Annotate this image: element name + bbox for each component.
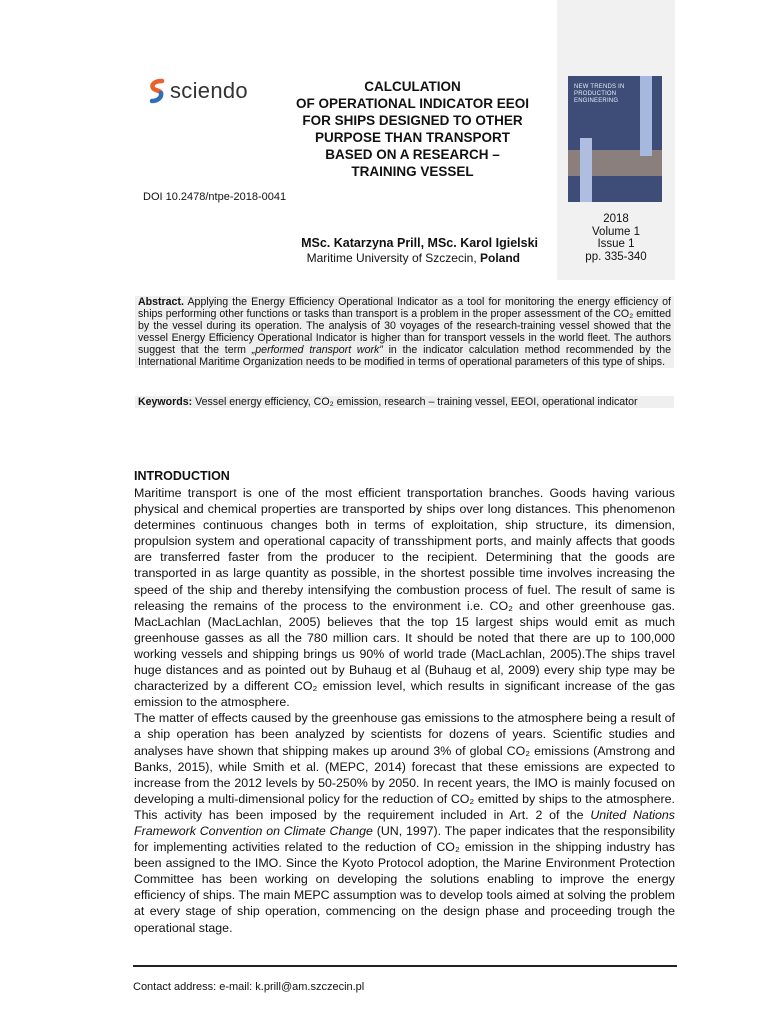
authors: MSc. Katarzyna Prill, MSc. Karol Igielski bbox=[301, 236, 538, 250]
abstract-label: Abstract. bbox=[138, 296, 184, 308]
affiliation-name: Maritime University of Szczecin, bbox=[306, 251, 480, 265]
footnote-divider bbox=[133, 965, 677, 967]
journal-pages: pp. 335-340 bbox=[585, 250, 647, 263]
abstract-text: Applying the Energy Efficiency Operational Indicator as a tool for monitoring the energy efficiency of ships performing other functions or tasks than transport is a problem in the proper assessment of the CO₂ emitted by the vessel during its operation. The analysis of 30 voyages of the research-training vessel showed that the vessel Energy Efficiency Operational Indicator is higher than for transport vessels in the world fleet. The authors suggest that the term bbox=[138, 296, 671, 356]
paragraph-italic: United Nations Framework Convention on Climate Change bbox=[134, 807, 675, 838]
abstract-text: in the indicator calculation method recommended by the International Maritime Organization needs to be modified in terms of operational parameters of this type of ships. bbox=[138, 344, 671, 368]
journal-meta bbox=[558, 213, 674, 263]
journal-cover bbox=[568, 76, 662, 202]
paragraph bbox=[134, 710, 675, 935]
paragraph-text: (UN, 1997). The paper indicates that the responsibility for implementing activities related to the reduction of CO₂ emission in the shipping industry has been assigned to the IMO. Since the Kyoto Protocol adoption, the Marine Environment Protection Committee has been working on developing the solutions enabling to improve the energy efficiency of ships. The main MEPC assumption was to develop tools aimed at solving the problem at every stage of ship operation, commencing on the design phase and proceeding trough the operational stage. bbox=[134, 823, 676, 935]
affiliation-country: Poland bbox=[479, 251, 520, 265]
sciendo-logo-icon bbox=[148, 78, 166, 104]
paper-title: CALCULATION OF OPERATIONAL INDICATOR EEOI FOR SHIPS DESIGNED TO OTHER PURPOSE THAN TRANSPORT BASED ON A RESEARCH – TRAINING VESSEL bbox=[295, 79, 529, 179]
abstract bbox=[135, 296, 674, 368]
cover-bar bbox=[640, 76, 652, 156]
abstract-term: „performed transport work” bbox=[251, 344, 383, 356]
section-heading: INTRODUCTION bbox=[134, 469, 230, 483]
journal-issue: Issue 1 bbox=[597, 238, 635, 250]
journal-volume: Volume 1 bbox=[592, 225, 640, 238]
affiliation bbox=[258, 251, 520, 265]
doi: DOI 10.2478/ntpe-2018-0041 bbox=[143, 191, 287, 203]
keywords-label: Keywords: bbox=[138, 396, 193, 408]
journal-year: 2018 bbox=[603, 213, 629, 225]
paragraph-text: The matter of effects caused by the greenhouse gas emissions to the atmosphere being a result of a ship operation has been analyzed by scientists for dozens of years. Scientific studies and analyses have shown that shipping makes up around 3% of global CO₂ emissions (Amstrong and Banks, 2015), while Smith et al. (MEPC, 2014) forecast that these emissions are expected to increase from the 2012 levels by 50-250% by 2050. In recent years, the IMO is mainly focused on developing a multi-dimensional policy for the reduction of CO₂ emitted by ships to the atmosphere. This activity has been imposed by the requirement included in Art. 2 of the bbox=[134, 711, 675, 822]
contact-address: Contact address: e-mail: k.prill@am.szczecin.pl bbox=[133, 981, 365, 993]
keywords bbox=[135, 396, 674, 408]
publisher-logo bbox=[148, 77, 248, 105]
paragraph: Maritime transport is one of the most efficient transportation branches. Goods having various physical and chemical properties are transported by ships over long distances. This phenomenon determines continuous changes both in terms of exploitation, ship structure, its dimension, propulsion system and operational capacity of transshipment ports, and mainly affects that goods are transferred faster from the producer to the recipient. Determining that the goods are transported in as large quantity as possible, in the shortest possible time involves increasing the speed of the ship and thereby intensifying the combustion process of fuel. The result of same is releasing the remains of the process to the environment i.e. CO₂ and other greenhouse gas. MacLachlan (MacLachlan, 2005) believes that the top 15 largest ships would emit as much greenhouse gasses as all the 780 million cars. It should be noted that there are up to 100,000 working vessels and shipping brings us 90% of world trade (MacLachlan, 2005).The ships travel huge distances and as pointed out by Buhaug et al (Buhaug et al, 2009) every ship type may be characterized by a different CO₂ emission level, which results in significant increase of the gas emission to the atmosphere. bbox=[134, 486, 675, 710]
keywords-text: Vessel energy efficiency, CO₂ emission, research – training vessel, EEOI, operational indicator bbox=[192, 396, 638, 408]
publisher-name: sciendo bbox=[170, 78, 248, 103]
cover-bar bbox=[580, 138, 592, 202]
introduction-body bbox=[134, 485, 675, 936]
cover-title: NEW TRENDS IN PRODUCTION ENGINEERING bbox=[574, 84, 625, 104]
